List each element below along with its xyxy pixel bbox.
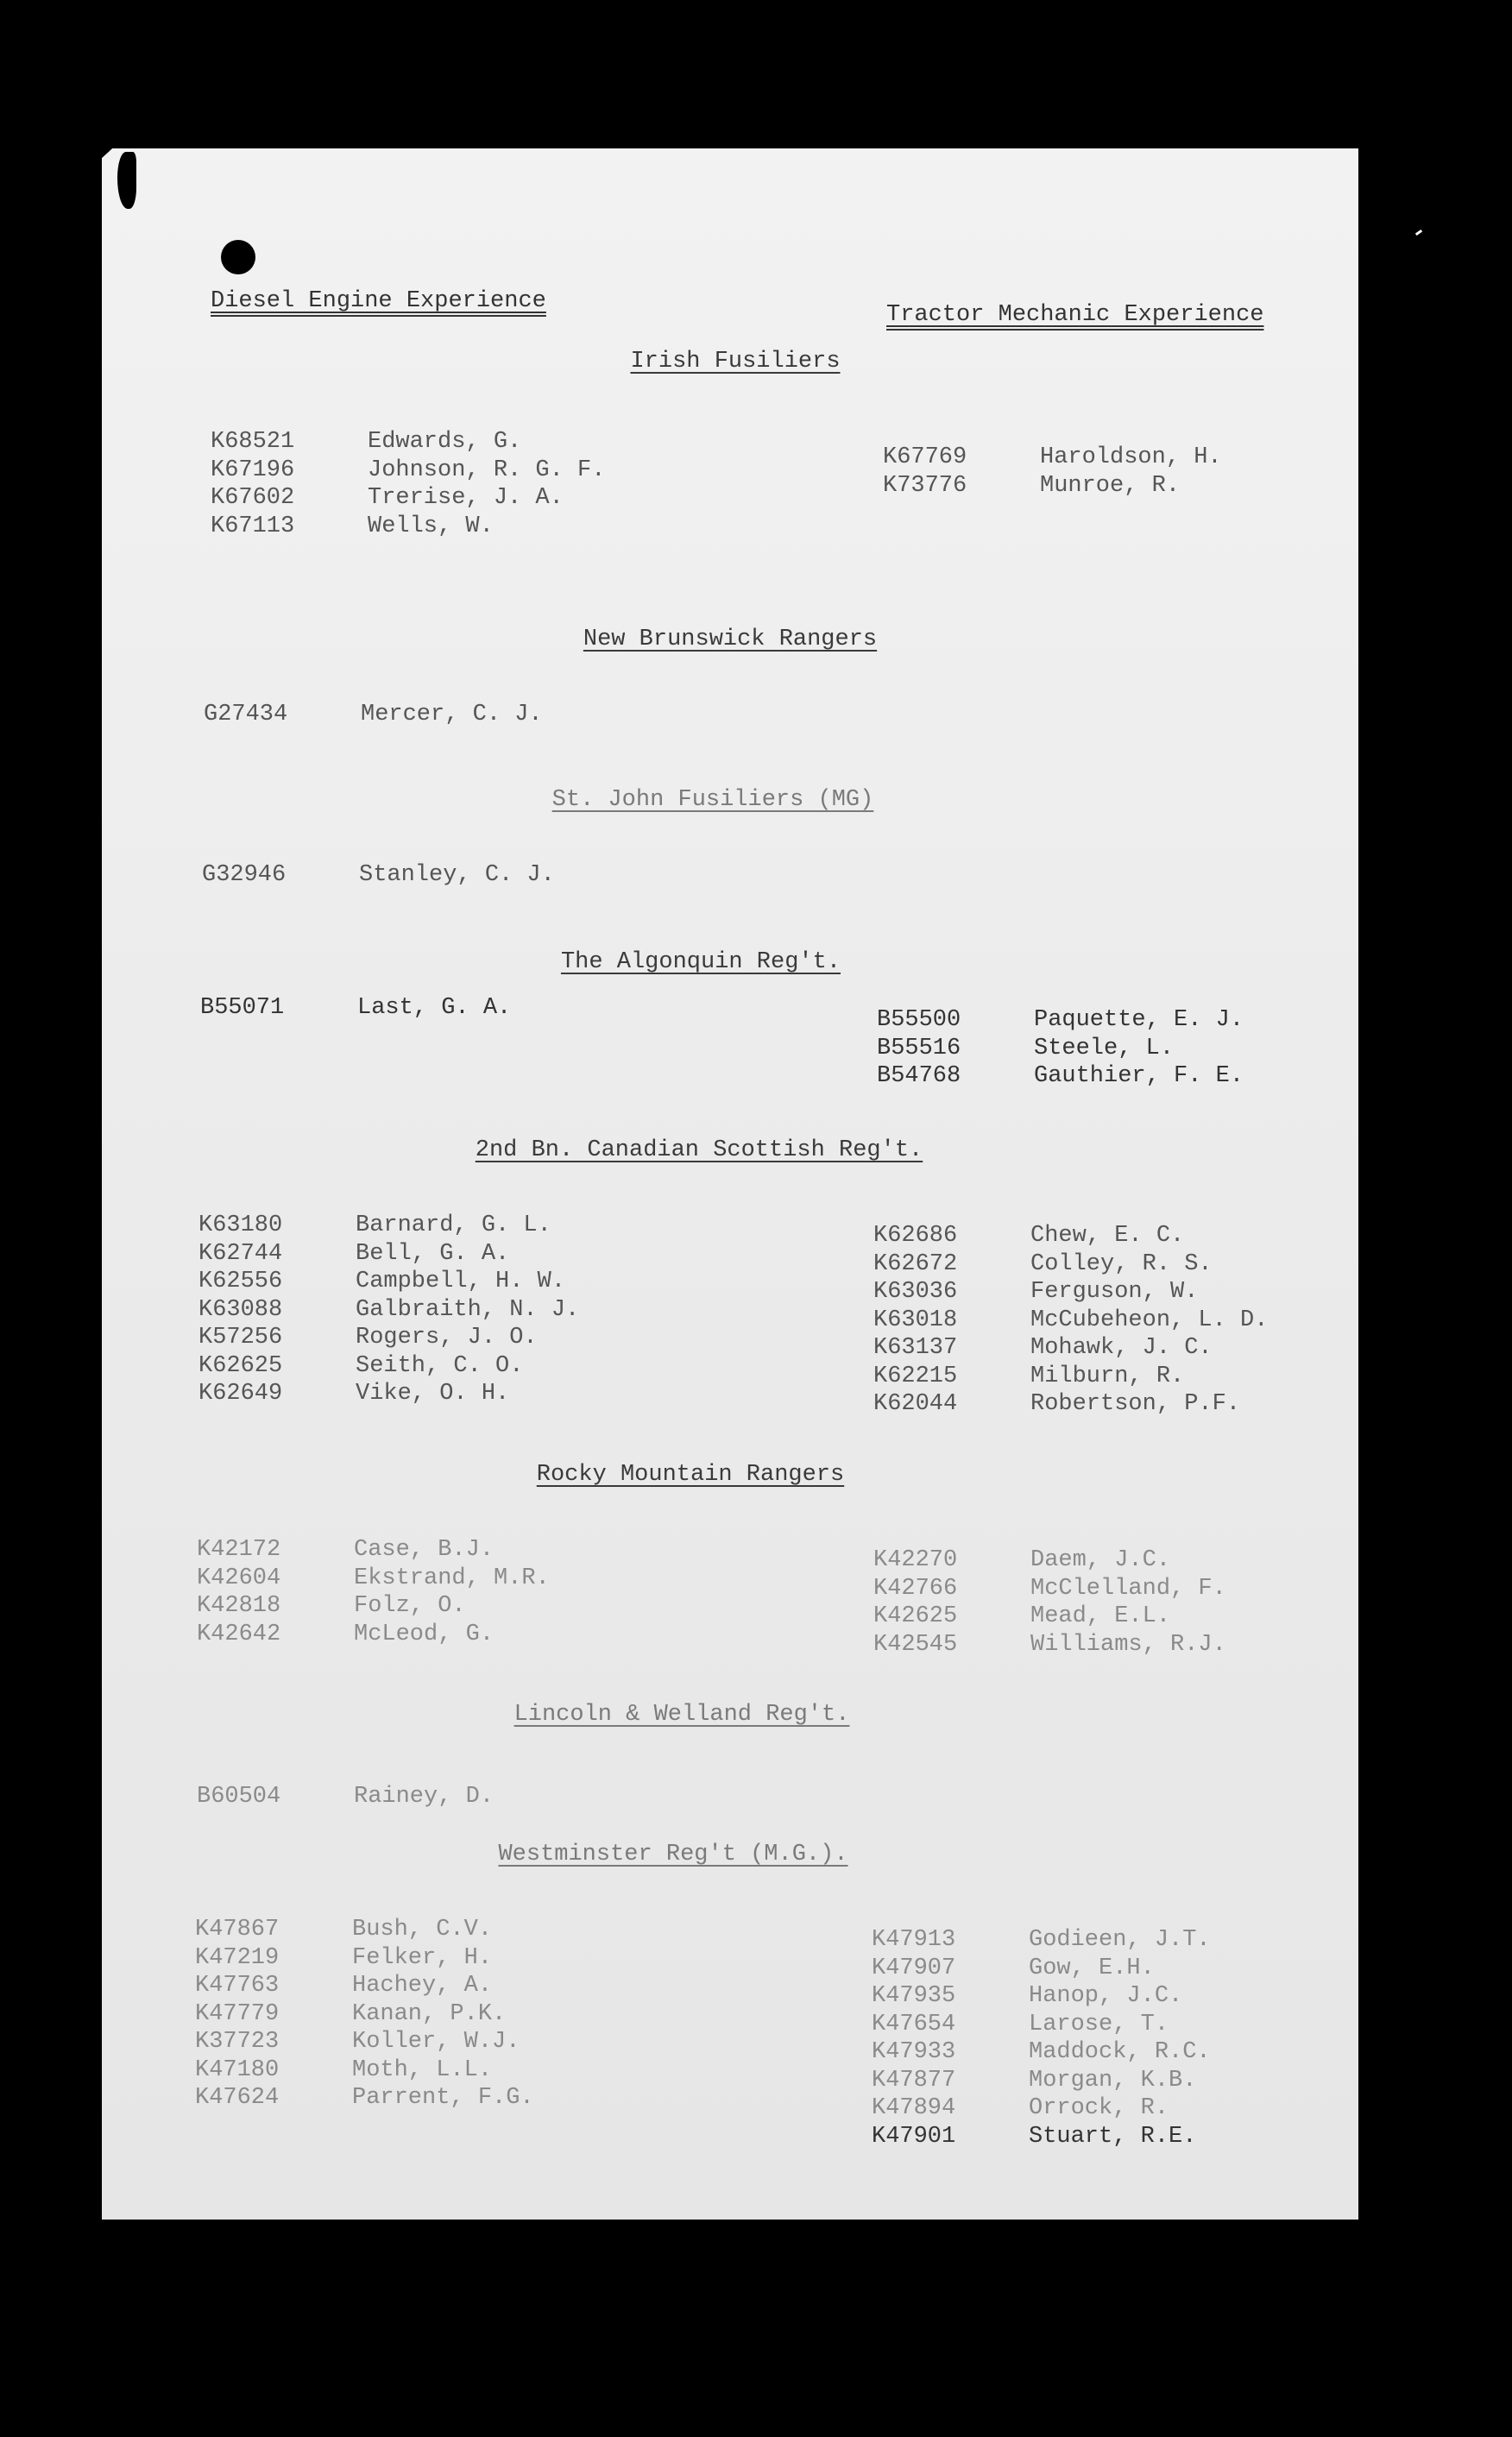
list-item: [198, 1324, 579, 1352]
soldier-name: McClelland, F.: [1030, 1575, 1226, 1602]
list-item: [873, 1222, 1268, 1250]
list-item: [873, 1546, 1226, 1575]
section-title-lincoln-welland-regiment: Lincoln & Welland Reg't.: [513, 1702, 850, 1728]
regimental-number: K63180: [198, 1212, 283, 1238]
list-item: [872, 1926, 1211, 1955]
list-item: [872, 1955, 1211, 1983]
regimental-number: G27434: [204, 702, 288, 727]
list-item: [197, 1565, 550, 1593]
regimental-number: K67113: [211, 513, 295, 539]
regimental-number: K47180: [195, 2056, 280, 2083]
soldier-name: McCubeheon, L. D.: [1030, 1307, 1269, 1333]
list-item: [872, 2011, 1211, 2039]
list-item: [197, 1536, 550, 1565]
soldier-name: Moth, L.L.: [352, 2056, 493, 2083]
list-item: [197, 1621, 550, 1649]
soldier-name: Edwards, G.: [368, 429, 522, 455]
regimental-number: K67196: [211, 457, 295, 483]
section-title-irish-fusiliers: Irish Fusiliers: [630, 349, 841, 375]
regimental-number: K68521: [211, 429, 295, 455]
diesel-column-header: Diesel Engine Experience: [211, 288, 546, 314]
list-item: [873, 1307, 1268, 1335]
soldier-name: Mohawk, J. C.: [1030, 1335, 1213, 1361]
regimental-number: K47763: [195, 1973, 280, 1999]
regimental-number: K47867: [195, 1917, 280, 1943]
regimental-number: K47624: [195, 2085, 280, 2111]
diesel-list-canadian-scottish-regiment: [198, 1212, 579, 1408]
list-item: [873, 1631, 1226, 1659]
diesel-list-st-john-fusiliers: [202, 861, 555, 890]
regimental-number: K42818: [197, 1593, 281, 1619]
regimental-number: K47779: [195, 2000, 280, 2027]
scan-speck: [1415, 230, 1422, 236]
regimental-number: K42172: [197, 1537, 281, 1563]
regimental-number: K67602: [211, 485, 295, 511]
soldier-name: Ferguson, W.: [1030, 1279, 1199, 1305]
soldier-name: Kanan, P.K.: [352, 2000, 507, 2027]
section-title-westminster-regiment: Westminster Reg't (M.G.).: [498, 1842, 848, 1867]
soldier-name: Barnard, G. L.: [356, 1212, 551, 1238]
list-item: [202, 861, 555, 890]
regimental-number: K42625: [873, 1603, 958, 1629]
list-item: [872, 2038, 1211, 2067]
soldier-name: Bell, G. A.: [356, 1240, 510, 1267]
tractor-list-westminster-regiment: [872, 1926, 1211, 2150]
list-item: [198, 1212, 579, 1240]
list-item: [197, 1783, 494, 1811]
list-item: [883, 472, 1222, 501]
diesel-list-algonquin-regiment: [200, 994, 511, 1023]
list-item: [198, 1352, 579, 1381]
regimental-number: K47877: [872, 2067, 956, 2094]
soldier-name: Gauthier, F. E.: [1034, 1063, 1244, 1089]
list-item: [872, 2123, 1211, 2151]
section-title-canadian-scottish-regiment: 2nd Bn. Canadian Scottish Reg't.: [475, 1137, 923, 1163]
regimental-number: K42642: [197, 1621, 281, 1647]
regimental-number: K47913: [872, 1927, 956, 1953]
regimental-number: K42270: [873, 1547, 958, 1573]
list-item: [195, 2028, 534, 2056]
regimental-number: K63036: [873, 1279, 958, 1305]
diesel-list-irish-fusiliers: [211, 428, 605, 540]
soldier-name: Morgan, K.B.: [1029, 2067, 1197, 2094]
regimental-number: K62625: [198, 1352, 283, 1379]
list-item: [200, 994, 511, 1023]
corner-tab-mark: [117, 152, 136, 209]
regimental-number: K62686: [873, 1223, 958, 1249]
list-item: [195, 1944, 534, 1973]
soldier-name: Folz, O.: [354, 1593, 466, 1619]
list-item: [197, 1592, 550, 1621]
soldier-name: Colley, R. S.: [1030, 1250, 1213, 1277]
soldier-name: Milburn, R.: [1030, 1363, 1185, 1389]
regimental-number: K47894: [872, 2095, 956, 2121]
soldier-name: Wells, W.: [368, 513, 494, 539]
regimental-number: K62215: [873, 1363, 958, 1389]
diesel-list-rocky-mountain-rangers: [197, 1536, 550, 1648]
list-item: [873, 1603, 1226, 1631]
regimental-number: K57256: [198, 1325, 283, 1351]
soldier-name: Munroe, R.: [1040, 472, 1181, 499]
tractor-column-header: Tractor Mechanic Experience: [886, 302, 1264, 328]
diesel-list-new-brunswick-rangers: [204, 701, 543, 729]
list-item: [195, 2084, 534, 2113]
soldier-name: Parrent, F.G.: [352, 2085, 534, 2111]
regimental-number: K73776: [883, 472, 967, 499]
regimental-number: B54768: [877, 1063, 961, 1089]
regimental-number: K47219: [195, 1944, 280, 1971]
regimental-number: B60504: [197, 1784, 281, 1810]
list-item: [195, 1916, 534, 1944]
list-item: [195, 2000, 534, 2029]
list-item: [198, 1296, 579, 1325]
list-item: [873, 1334, 1268, 1363]
list-item: [872, 2094, 1211, 2123]
soldier-name: Maddock, R.C.: [1029, 2039, 1211, 2065]
list-item: [195, 2056, 534, 2085]
soldier-name: Campbell, H. W.: [356, 1269, 566, 1294]
list-item: [877, 1035, 1244, 1063]
soldier-name: Ekstrand, M.R.: [354, 1565, 550, 1591]
list-item: [195, 1972, 534, 2000]
tractor-list-irish-fusiliers: [883, 444, 1222, 500]
soldier-name: Felker, H.: [352, 1944, 493, 1971]
soldier-name: Gow, E.H.: [1029, 1955, 1155, 1981]
section-title-st-john-fusiliers: St. John Fusiliers (MG): [551, 787, 874, 813]
soldier-name: Larose, T.: [1029, 2011, 1169, 2037]
list-item: [211, 513, 605, 541]
list-item: [873, 1575, 1226, 1603]
soldier-name: Rogers, J. O.: [356, 1325, 538, 1351]
regimental-number: B55516: [877, 1035, 961, 1061]
soldier-name: Rainey, D.: [354, 1784, 495, 1810]
list-item: [872, 2067, 1211, 2095]
list-item: [204, 701, 543, 729]
list-item: [198, 1380, 579, 1408]
soldier-name: Bush, C.V.: [352, 1917, 493, 1943]
regimental-number: K47901: [872, 2123, 956, 2150]
soldier-name: Trerise, J. A.: [368, 485, 564, 511]
soldier-name: Case, B.J.: [354, 1537, 495, 1563]
soldier-name: Chew, E. C.: [1030, 1223, 1185, 1249]
punch-hole: [221, 240, 255, 274]
soldier-name: Galbraith, N. J.: [356, 1296, 580, 1323]
soldier-name: Paquette, E. J.: [1034, 1007, 1244, 1033]
regimental-number: K62649: [198, 1381, 283, 1407]
section-title-algonquin-regiment: The Algonquin Reg't.: [560, 949, 841, 975]
list-item: [211, 457, 605, 485]
soldier-name: Hanop, J.C.: [1029, 1983, 1183, 2009]
list-item: [872, 1982, 1211, 2011]
regimental-number: K37723: [195, 2029, 280, 2055]
soldier-name: Stuart, R.E.: [1029, 2123, 1197, 2150]
regimental-number: K47654: [872, 2011, 956, 2037]
regimental-number: K47933: [872, 2039, 956, 2065]
regimental-number: K42545: [873, 1631, 958, 1658]
soldier-name: Johnson, R. G. F.: [368, 457, 606, 483]
diesel-list-lincoln-welland-regiment: [197, 1783, 494, 1811]
soldier-name: Daem, J.C.: [1030, 1547, 1171, 1573]
section-title-rocky-mountain-rangers: Rocky Mountain Rangers: [536, 1462, 845, 1488]
soldier-name: Haroldson, H.: [1040, 444, 1222, 470]
soldier-name: Stanley, C. J.: [359, 862, 555, 888]
regimental-number: K62044: [873, 1391, 958, 1417]
regimental-number: K63018: [873, 1307, 958, 1333]
regimental-number: K62672: [873, 1250, 958, 1277]
soldier-name: Mead, E.L.: [1030, 1603, 1171, 1629]
regimental-number: B55071: [200, 995, 285, 1021]
soldier-name: Last, G. A.: [357, 995, 512, 1021]
list-item: [873, 1278, 1268, 1307]
list-item: [873, 1363, 1268, 1391]
soldier-name: Seith, C. O.: [356, 1352, 524, 1379]
regimental-number: K47907: [872, 1955, 956, 1981]
regimental-number: B55500: [877, 1007, 961, 1033]
regimental-number: G32946: [202, 862, 287, 888]
soldier-name: Hachey, A.: [352, 1973, 493, 1999]
regimental-number: K42604: [197, 1565, 281, 1591]
list-item: [883, 444, 1222, 472]
list-item: [877, 1062, 1244, 1091]
soldier-name: Orrock, R.: [1029, 2095, 1169, 2121]
regimental-number: K67769: [883, 444, 967, 470]
soldier-name: Koller, W.J.: [352, 2029, 520, 2055]
soldier-name: Steele, L.: [1034, 1035, 1175, 1061]
list-item: [198, 1240, 579, 1269]
diesel-list-westminster-regiment: [195, 1916, 534, 2113]
list-item: [877, 1006, 1244, 1035]
regimental-number: K47935: [872, 1983, 956, 2009]
soldier-name: Williams, R.J.: [1030, 1631, 1226, 1658]
section-title-new-brunswick-rangers: New Brunswick Rangers: [583, 627, 878, 652]
regimental-number: K42766: [873, 1575, 958, 1602]
list-item: [198, 1268, 579, 1296]
soldier-name: Vike, O. H.: [356, 1381, 510, 1407]
list-item: [211, 484, 605, 513]
regimental-number: K62556: [198, 1269, 283, 1294]
list-item: [211, 428, 605, 457]
tractor-list-canadian-scottish-regiment: [873, 1222, 1268, 1419]
tractor-list-algonquin-regiment: [877, 1006, 1244, 1091]
list-item: [873, 1250, 1268, 1279]
soldier-name: McLeod, G.: [354, 1621, 495, 1647]
list-item: [873, 1390, 1268, 1419]
regimental-number: K62744: [198, 1240, 283, 1267]
soldier-name: Godieen, J.T.: [1029, 1927, 1211, 1953]
regimental-number: K63137: [873, 1335, 958, 1361]
soldier-name: Mercer, C. J.: [361, 702, 543, 727]
soldier-name: Robertson, P.F.: [1030, 1391, 1241, 1417]
tractor-list-rocky-mountain-rangers: [873, 1546, 1226, 1659]
regimental-number: K63088: [198, 1296, 283, 1323]
